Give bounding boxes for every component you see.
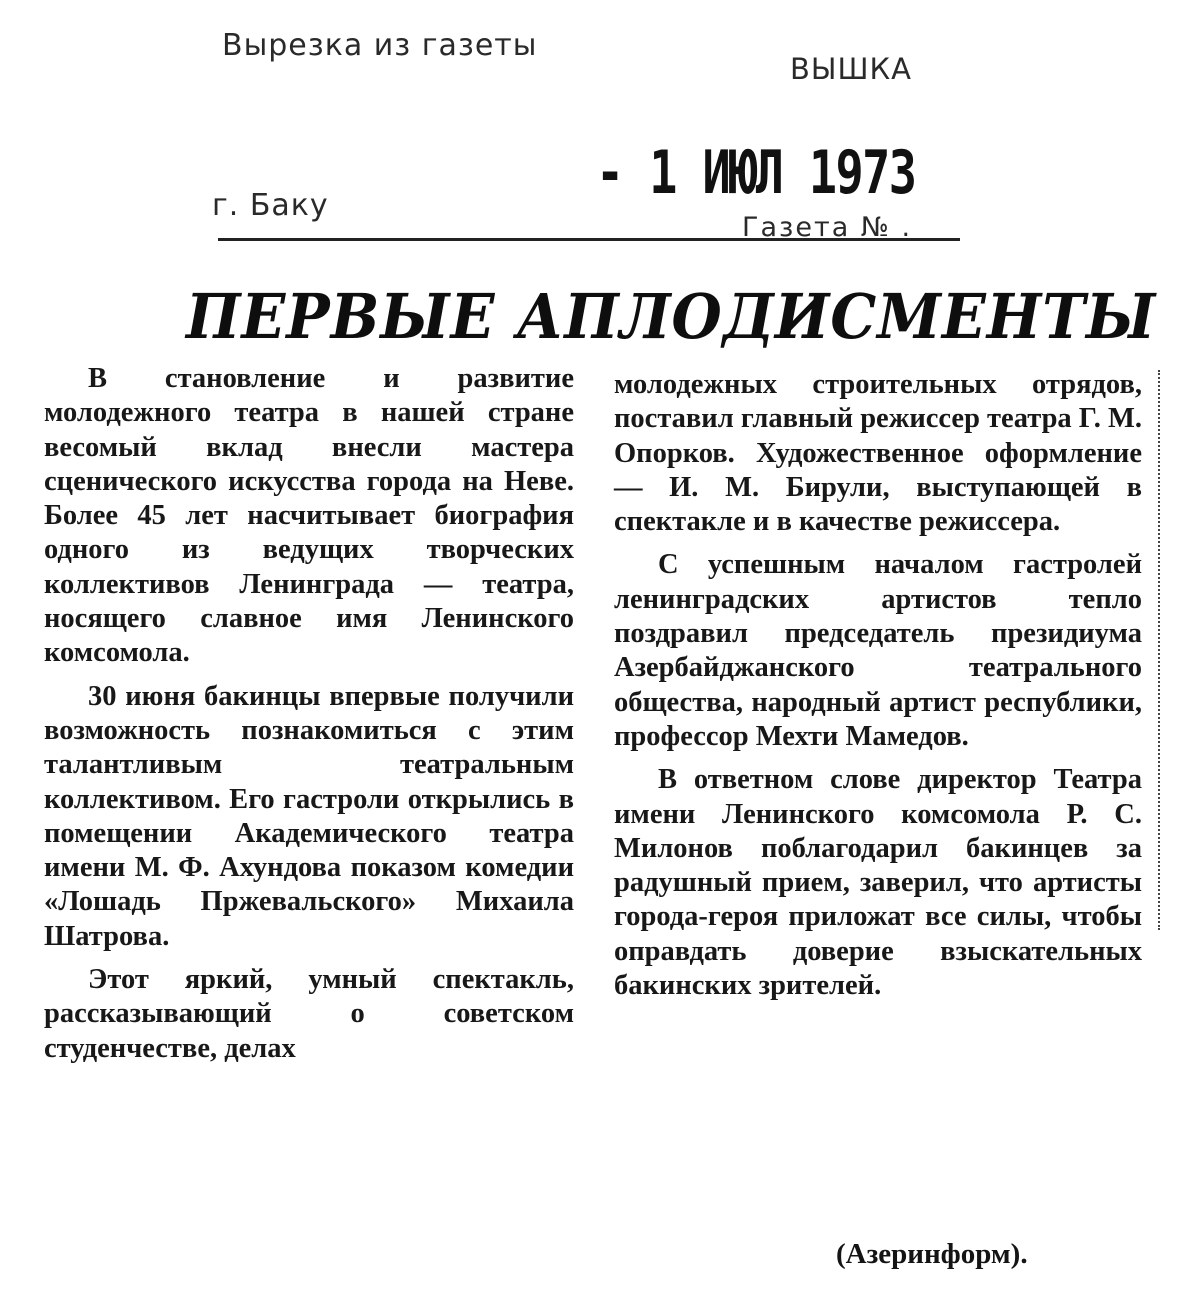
- paragraph: С успешным началом гастролей ленинградских артистов тепло поздравил председатель президиума Азербайджанского театрального общества, народный артист республики, профессор Мехти Мамедов.: [614, 549, 1142, 752]
- paragraph: В становление и развитие молодежного театра в нашей стране весомый вклад внесли мастера сценического искусства города на Неве. Более 45 лет насчитывает биография одного из ведущих творческих коллективов Ленинграда — театра, носящего славное имя Ленинского комсомола.: [44, 363, 574, 669]
- paragraph: В ответном слове директор Театра имени Ленинского комсомола Р. С. Милонов поблагодарил бакинцев за радушный прием, заверил, что артисты города-героя приложат все силы, чтобы оправдать доверие взыскательных бакинских зрителей.: [614, 764, 1142, 1002]
- paragraph: 30 июня бакинцы впервые получили возможность познакомиться с этим талантливым театральным коллективом. Его гастроли открылись в помещении Академического театра имени М. Ф. Ахундова показом комедии «Лошадь Пржевальского» Михаила Шатрова.: [44, 680, 574, 952]
- article-headline: ПЕРВЫЕ АПЛОДИСМЕНТЫ: [186, 280, 1157, 353]
- article-left-column: [44, 362, 574, 1075]
- paragraph: Этот яркий, умный спектакль, рассказывающий о советском студенчестве, делах: [44, 964, 574, 1064]
- column-edge-mark: [1158, 370, 1160, 930]
- clipping-label: Вырезка из газеты: [222, 28, 538, 63]
- date-stamp: - 1 ИЮЛ 1973: [596, 138, 916, 208]
- city-label: г. Баку: [212, 188, 329, 223]
- issue-number-label: Газета № .: [742, 212, 913, 243]
- article-right-column: [614, 368, 1142, 1012]
- newspaper-name: ВЫШКА: [790, 52, 912, 86]
- paragraph-continuation: молодежных строительных отрядов, поставил главный режиссер театра Г. М. Опорков. Художественное оформление — И. М. Бирули, выступающей в спектакле и в качестве режиссера.: [614, 369, 1142, 538]
- article-source: (Азеринформ).: [836, 1238, 1028, 1270]
- header-divider: [218, 238, 960, 241]
